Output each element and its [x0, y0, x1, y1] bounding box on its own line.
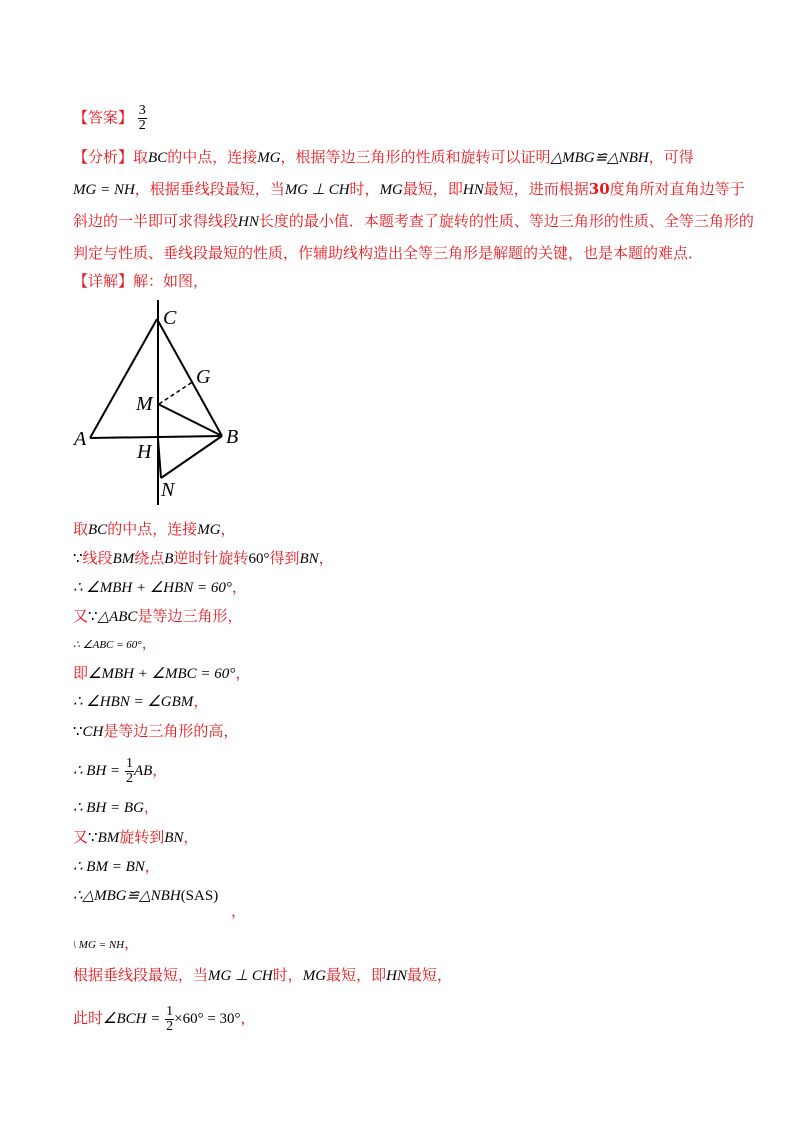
label-G: G [196, 366, 211, 388]
analysis-text: ，根据垂线段最短，当 [134, 180, 285, 198]
step-text: ， [124, 934, 140, 952]
math-segment: MG [302, 968, 327, 984]
label-C: C [163, 307, 177, 329]
segment-CA [90, 319, 157, 438]
analysis-text: 最短，即 [402, 180, 463, 198]
math-reason: (SAS) [180, 888, 219, 904]
fraction-numerator: 1 [166, 1003, 174, 1019]
step-text: 又 [73, 828, 89, 846]
analysis-text: 最短，进而根据 [483, 180, 589, 198]
math-fraction [165, 1005, 174, 1034]
math-equation: ∴ ∠MBH + ∠HBN = 60° [73, 580, 232, 596]
math-segment: BM [97, 830, 120, 846]
step-text: ， [220, 520, 236, 538]
step-3 [73, 576, 247, 599]
step-text: 绕点 [134, 549, 165, 567]
math-equation: ∴ BH = BG [73, 800, 144, 816]
step-text: 线段 [82, 549, 113, 567]
math-segment: HN [386, 968, 407, 984]
math-equation: ∴ ∠HBN = ∠GBM [73, 694, 194, 710]
step-text: 是等边三角形的高， [103, 722, 239, 740]
label-H: H [137, 441, 152, 463]
because-symbol: ∵ [73, 551, 83, 567]
analysis-text: 判定与性质、垂线段最短的性质，作辅助线构造出全等三角形是解题的关键，也是本题的难点． [73, 244, 704, 262]
math-equation: ∠BCH = [103, 1011, 161, 1027]
step-12 [73, 855, 160, 878]
math-segment: BM [112, 551, 135, 567]
label-M: M [136, 393, 153, 415]
math-perpendicular: MG ⊥ CH [208, 968, 273, 984]
math-segment: HN [238, 214, 259, 230]
step-text: 时， [272, 966, 303, 984]
step-text: 旋转到 [119, 828, 165, 846]
step-text: 此时 [73, 1009, 104, 1027]
step-11 [73, 826, 198, 849]
step-text: ， [141, 634, 157, 652]
math-congruence: △MBG≌△NBH [550, 150, 649, 166]
segment-BN [161, 436, 222, 478]
math-equation: ∴ BH = [73, 763, 121, 779]
answer-line [73, 104, 147, 133]
math-segment: MG [197, 522, 221, 538]
step-16 [73, 1000, 256, 1037]
analysis-text: 的中点，连接 [167, 148, 258, 166]
step-text: ， [143, 798, 159, 816]
step-text: 即 [73, 664, 89, 682]
because-symbol: ∵ [88, 609, 98, 625]
detail-label: 【详解】 [73, 272, 134, 290]
analysis-number: 30 [588, 180, 610, 198]
step-2 [73, 547, 334, 570]
analysis-line-1 [73, 146, 694, 169]
fraction-denominator: 2 [138, 118, 146, 133]
math-equation: MG = NH [73, 182, 135, 198]
math-segment: BC [148, 150, 168, 166]
step-8 [73, 720, 238, 743]
fraction-denominator: 2 [166, 1018, 174, 1034]
step-text: ， [183, 828, 199, 846]
step-text: ， [240, 1009, 256, 1027]
segment-MG-dashed [159, 381, 194, 404]
step-text: ， [318, 549, 334, 567]
step-text: 最短， [406, 966, 452, 984]
math-segment: BN [299, 551, 319, 567]
math-segment: BC [88, 522, 108, 538]
answer-label: 【答案】 [73, 108, 134, 127]
step-text: 是等边三角形， [137, 607, 243, 625]
analysis-text: 长度的最小值．本题考查了旋转的性质、等边三角形的性质、全等三角形的 [258, 212, 754, 230]
step-13 [73, 884, 218, 907]
math-segment: MG [257, 150, 281, 166]
math-triangle: △ABC [97, 609, 138, 625]
step-15 [73, 964, 452, 987]
fraction-denominator: 2 [125, 770, 133, 786]
math-segment: AB [133, 763, 153, 779]
step-text: ， [152, 761, 168, 779]
math-equation: ∴ ∠ABC = 60° [73, 639, 142, 651]
math-segment: MG [379, 182, 403, 198]
geometry-figure [60, 290, 300, 510]
label-N: N [161, 479, 175, 501]
analysis-line-2 [73, 178, 745, 201]
analysis-label: 【分析】 [73, 148, 134, 166]
math-equation: \ MG = NH [73, 939, 125, 951]
step-text: 最短，即 [326, 966, 387, 984]
step-text: 取 [73, 520, 89, 538]
step-text: 根据垂线段最短，当 [73, 966, 209, 984]
analysis-text: 取 [133, 148, 149, 166]
math-equation: ×60° = 30° [174, 1011, 241, 1027]
math-angle-value: 60° [248, 551, 270, 567]
segment-AB [90, 436, 222, 438]
step-4 [73, 605, 242, 628]
math-perpendicular: MG ⊥ CH [284, 182, 350, 198]
step-text: 逆时针旋转 [173, 549, 249, 567]
analysis-text: ，根据等边三角形的性质和旋转可以证明 [280, 148, 551, 166]
detail-line [73, 270, 208, 292]
analysis-line-3 [73, 210, 754, 233]
step-10 [73, 796, 159, 819]
math-segment: BN [164, 830, 184, 846]
math-congruence: ∴△MBG≌△NBH [73, 888, 181, 904]
step-text: ， [231, 902, 247, 920]
step-text: 得到 [269, 549, 300, 567]
step-text: 又 [73, 607, 89, 625]
step-text: 的中点，连接 [107, 520, 198, 538]
because-symbol: ∵ [73, 724, 83, 740]
step-1 [73, 518, 236, 541]
label-B: B [226, 426, 239, 448]
step-5 [73, 632, 157, 656]
step-text: ， [231, 578, 247, 596]
step-text: ， [235, 664, 251, 682]
because-symbol: ∵ [88, 830, 98, 846]
math-equation: ∴ BM = BN [73, 859, 145, 875]
math-segment: HN [462, 182, 484, 198]
analysis-text: 时， [349, 180, 380, 198]
fraction-numerator: 1 [125, 755, 133, 771]
analysis-line-4 [73, 242, 703, 264]
analysis-text: 度角所对直角边等于 [609, 180, 745, 198]
segment-CB [157, 319, 222, 436]
analysis-text: ，可得 [648, 148, 694, 166]
math-equation: ∠MBH + ∠MBC = 60° [88, 666, 236, 682]
label-A: A [74, 428, 87, 450]
step-text: ， [193, 692, 209, 710]
answer-fraction [138, 104, 147, 133]
detail-text: 解：如图， [133, 272, 209, 290]
step-6 [73, 662, 250, 685]
fraction-numerator: 3 [138, 103, 146, 118]
step-14 [73, 932, 139, 956]
math-fraction [125, 757, 134, 786]
step-text: ， [144, 857, 160, 875]
math-segment: CH [82, 724, 104, 740]
analysis-text: 斜边的一半即可求得线段 [73, 212, 239, 230]
step-7 [73, 690, 208, 713]
math-point: B [164, 551, 174, 567]
step-9 [73, 752, 167, 789]
step-13-comma [231, 900, 246, 922]
